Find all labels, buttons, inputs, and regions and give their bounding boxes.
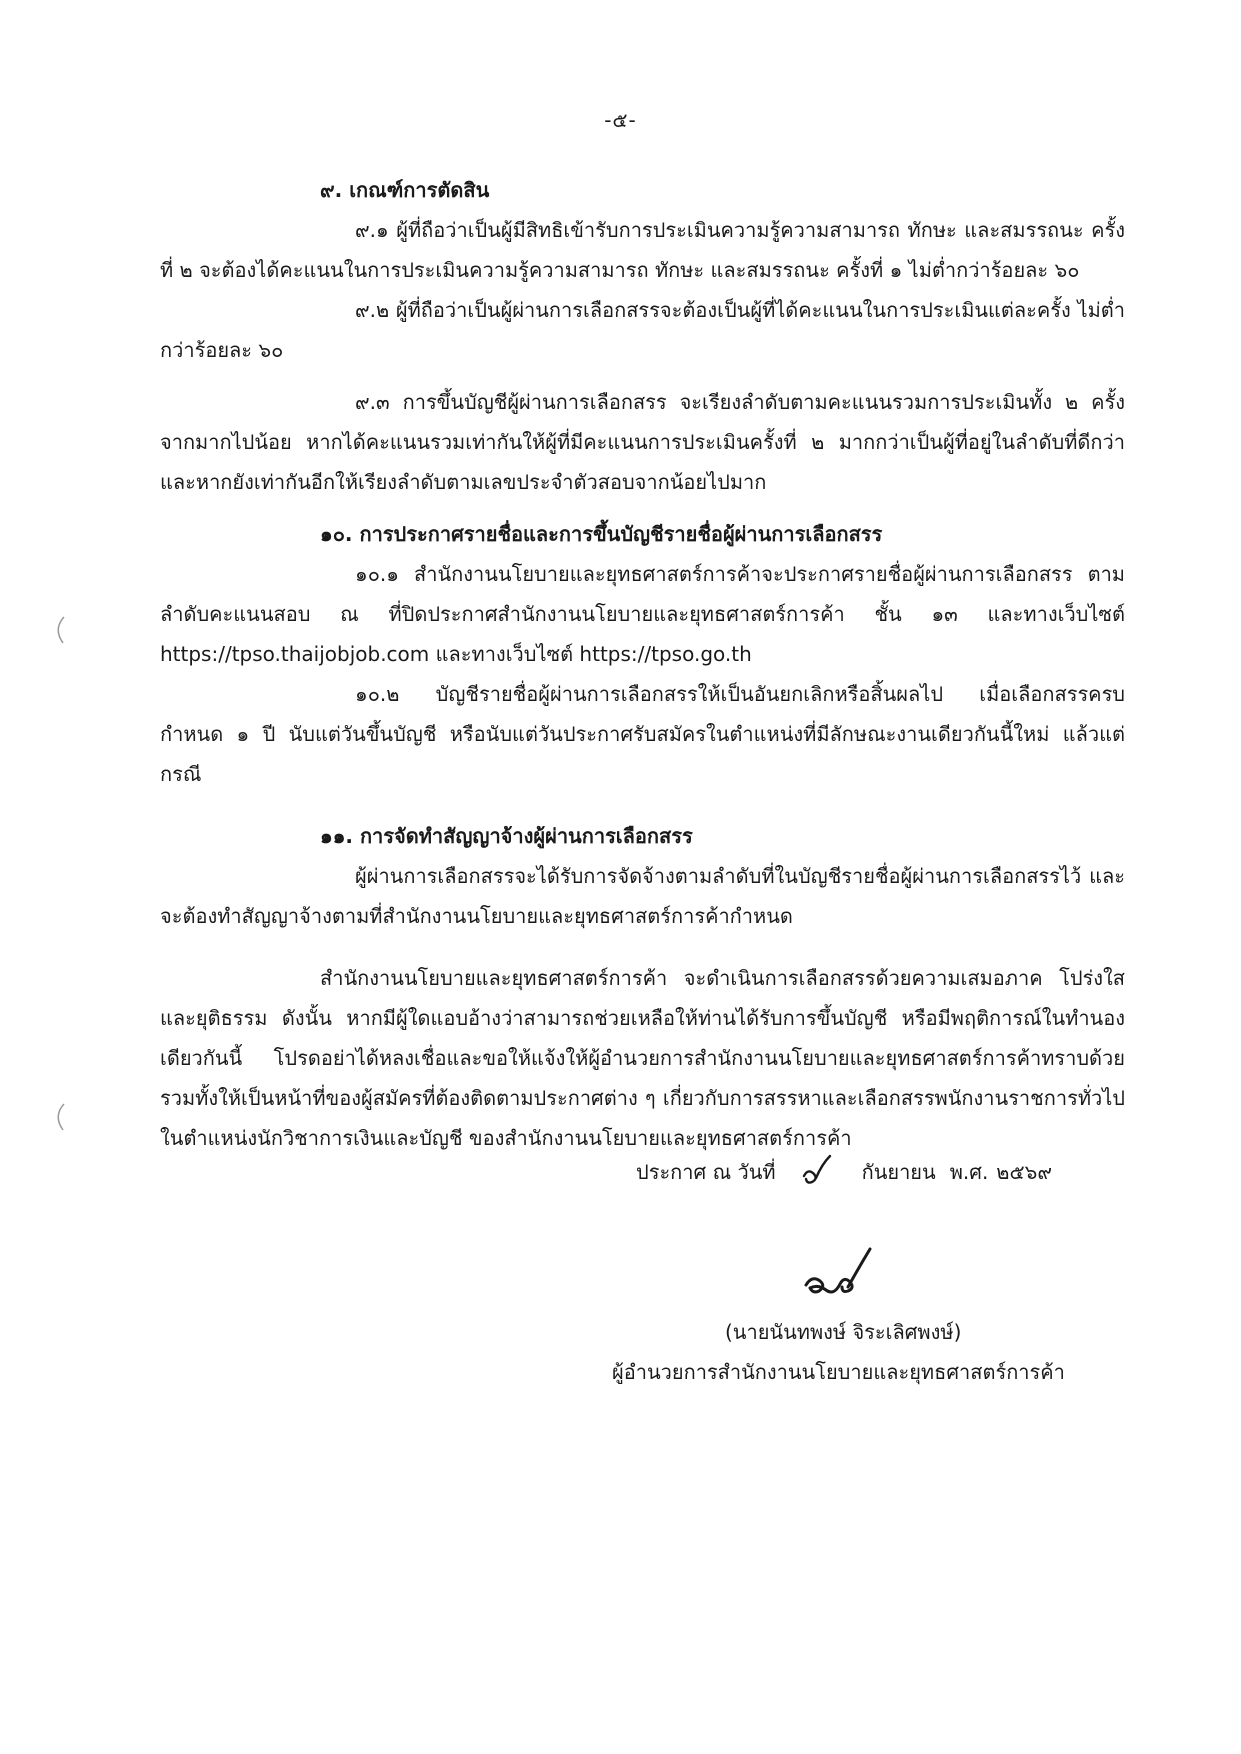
handwritten-signature: [800, 1245, 890, 1309]
signer-title: ผู้อำนวยการสำนักงานนโยบายและยุทธศาสตร์การค้า: [612, 1360, 1065, 1384]
paragraph-9-3: ๙.๓ การขึ้นบัญชีผู้ผ่านการเลือกสรร จะเรียงลำดับตามคะแนนรวมการประเมินทั้ง ๒ ครั้ง จากมากไปน้อย หากได้คะแนนรวมเท่ากันให้ผู้ที่มีคะแนนการประเมินครั้งที่ ๒ มากกว่าเป็นผู้ที่อยู่ในลำดับที่ดีกว่า และหากยังเท่ากันอีกให้เรียงลำดับตามเลขประจำตัวสอบจากน้อยไปมาก: [160, 390, 1125, 494]
section-heading-9: ๙. เกณฑ์การตัดสิน: [320, 178, 490, 202]
date-prefix: ประกาศ ณ วันที่: [636, 1160, 776, 1184]
page-number: -๕-: [604, 108, 637, 132]
section-heading-11: ๑๑. การจัดทำสัญญาจ้างผู้ผ่านการเลือกสรร: [320, 824, 693, 848]
paragraph-11: ผู้ผ่านการเลือกสรรจะได้รับการจัดจ้างตามลำดับที่ในบัญชีรายชื่อผู้ผ่านการเลือกสรรไว้ และจะต้องทำสัญญาจ้างตามที่สำนักงานนโยบายและยุทธศาสตร์การค้ากำหนด: [160, 864, 1125, 928]
date-year-label: พ.ศ.: [949, 1160, 989, 1184]
punch-hole-mark-lower: [50, 1102, 68, 1132]
paragraph-9-2: ๙.๒ ผู้ที่ถือว่าเป็นผู้ผ่านการเลือกสรรจะต้องเป็นผู้ที่ได้คะแนนในการประเมินแต่ละครั้ง ไม่ต่ำกว่าร้อยละ ๖๐: [160, 298, 1125, 362]
document-body: [160, 170, 1125, 1158]
date-year: ๒๕๖๙: [996, 1160, 1052, 1184]
paragraph-9-1: ๙.๑ ผู้ที่ถือว่าเป็นผู้มีสิทธิเข้ารับการประเมินความรู้ความสามารถ ทักษะ และสมรรถนะ ครั้งที่ ๒ จะต้องได้คะแนนในการประเมินความรู้ความสามารถ ทักษะ และสมรรถนะ ครั้งที่ ๑ ไม่ต่ำกว่าร้อยละ ๖๐: [160, 218, 1125, 282]
date-month: กันยายน: [861, 1160, 936, 1184]
handwritten-day-mark: [790, 1152, 848, 1192]
punch-hole-mark-upper: [50, 615, 68, 645]
section-heading-10: ๑๐. การประกาศรายชื่อและการขึ้นบัญชีรายชื่อผู้ผ่านการเลือกสรร: [320, 522, 883, 546]
announcement-date: [636, 1152, 1052, 1192]
paragraph-10-2: ๑๐.๒ บัญชีรายชื่อผู้ผ่านการเลือกสรรให้เป็นอันยกเลิกหรือสิ้นผลไป เมื่อเลือกสรรครบกำหนด ๑ ปี นับแต่วันขึ้นบัญชี หรือนับแต่วันประกาศรับสมัครในตำแหน่งที่มีลักษณะงานเดียวกันนี้ใหม่ แล้วแต่กรณี: [160, 682, 1125, 786]
signer-name: (นายนันทพงษ์ จิระเลิศพงษ์): [725, 1320, 962, 1344]
paragraph-10-1: ๑๐.๑ สำนักงานนโยบายและยุทธศาสตร์การค้าจะประกาศรายชื่อผู้ผ่านการเลือกสรร ตามลำดับคะแนนสอบ ณ ที่ปิดประกาศสำนักงานนโยบายและยุทธศาสตร์การค้า ชั้น ๑๓ และทางเว็บไซต์ https://tpso.thaijobjob.com และทางเว็บไซต์ https://tpso.go.th: [160, 562, 1125, 666]
closing-paragraph: สำนักงานนโยบายและยุทธศาสตร์การค้า จะดำเนินการเลือกสรรด้วยความเสมอภาค โปร่งใส และยุติธรรม ดังนั้น หากมีผู้ใดแอบอ้างว่าสามารถช่วยเหลือให้ท่านได้รับการขึ้นบัญชี หรือมีพฤติการณ์ในทำนองเดียวกันนี้ โปรดอย่าได้หลงเชื่อและขอให้แจ้งให้ผู้อำนวยการสำนักงานนโยบายและยุทธศาสตร์การค้าทราบด้วย รวมทั้งให้เป็นหน้าที่ของผู้สมัครที่ต้องติดตามประกาศต่าง ๆ เกี่ยวกับการสรรหาและเลือกสรรพนักงานราชการทั่วไป ในตำแหน่งนักวิชาการเงินและบัญชี ของสำนักงานนโยบายและยุทธศาสตร์การค้า: [160, 966, 1125, 1150]
